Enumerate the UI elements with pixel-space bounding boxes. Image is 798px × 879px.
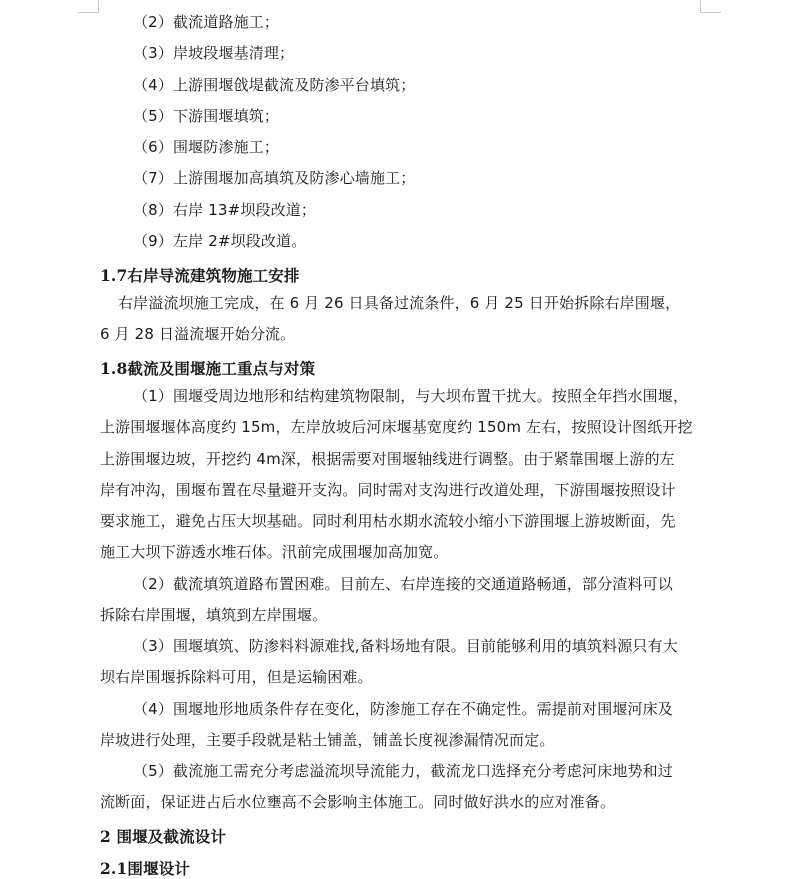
list-item: （4）上游围堰戗堤截流及防渗平台填筑；	[133, 76, 416, 94]
crop-mark-right-horizontal	[700, 12, 721, 13]
section-heading-1-7: 1.7右岸导流建筑物施工安排	[100, 266, 300, 285]
paragraph-line: （3）围堰填筑、防渗料料源难找,备料场地有限。目前能够利用的填筑料源只有大	[133, 637, 678, 655]
section-heading-2: 2 围堰及截流设计	[100, 827, 227, 846]
crop-mark-left-vertical	[98, 0, 99, 12]
paragraph-line: 上游围堰边坡，开挖约 4m深，根据需要对围堰轴线进行调整。由于紧靠围堰上游的左	[100, 450, 675, 468]
paragraph-line: 流断面，保证进占后水位壅高不会影响主体施工。同时做好洪水的应对准备。	[100, 793, 616, 811]
section-heading-1-8: 1.8截流及围堰施工重点与对策	[100, 359, 316, 378]
list-item: （6）围堰防渗施工；	[133, 138, 280, 156]
crop-mark-right-vertical	[700, 0, 701, 12]
paragraph-line: （4）围堰地形地质条件存在变化，防渗施工存在不确定性。需提前对围堰河床及	[133, 700, 673, 718]
paragraph-line: 拆除右岸围堰，填筑到左岸围堰。	[100, 606, 328, 624]
paragraph-line: （2）截流填筑道路布置困难。目前左、右岸连接的交通道路畅通，部分渣料可以	[133, 575, 673, 593]
list-item: （3）岸坡段堰基清理；	[133, 44, 295, 62]
paragraph-line: 岸坡进行处理，主要手段就是粘土铺盖，铺盖长度视渗漏情况而定。	[100, 731, 555, 749]
crop-mark-left-horizontal	[78, 12, 99, 13]
paragraph-line: 上游围堰堰体高度约 15m，左岸放坡后河床堰基宽度约 150m 左右，按照设计图纸开挖	[100, 418, 693, 436]
paragraph-line: 要求施工，避免占压大坝基础。同时利用枯水期水流较小缩小下游围堰上游坡断面，先	[100, 512, 676, 530]
list-item: （9）左岸 2#坝段改道。	[133, 232, 307, 250]
paragraph-line: 右岸溢流坝施工完成，在 6 月 26 日具备过流条件，6 月 25 日开始拆除右岸围堰，	[118, 294, 681, 312]
paragraph-line: 坝右岸围堰拆除料可用，但是运输困难。	[100, 668, 373, 686]
paragraph-line: 岸有冲沟，围堰布置在尽量避开支沟。同时需对支沟进行改道处理，下游围堰按照设计	[100, 481, 676, 499]
paragraph-line: 6 月 28 日溢流堰开始分流。	[100, 325, 296, 343]
list-item: （8）右岸 13#坝段改道；	[133, 201, 317, 219]
paragraph-line: （5）截流施工需充分考虑溢流坝导流能力，截流龙口选择充分考虑河床地势和过	[133, 762, 673, 780]
list-item: （2）截流道路施工；	[133, 13, 280, 31]
list-item: （5）下游围堰填筑；	[133, 107, 280, 125]
paragraph-line: （1）围堰受周边地形和结构建筑物限制，与大坝布置干扰大。按照全年挡水围堰，	[133, 387, 689, 405]
section-heading-2-1: 2.1围堰设计	[100, 859, 191, 878]
list-item: （7）上游围堰加高填筑及防渗心墙施工；	[133, 169, 416, 187]
paragraph-line: 施工大坝下游透水堆石体。汛前完成围堰加高加宽。	[100, 543, 449, 561]
